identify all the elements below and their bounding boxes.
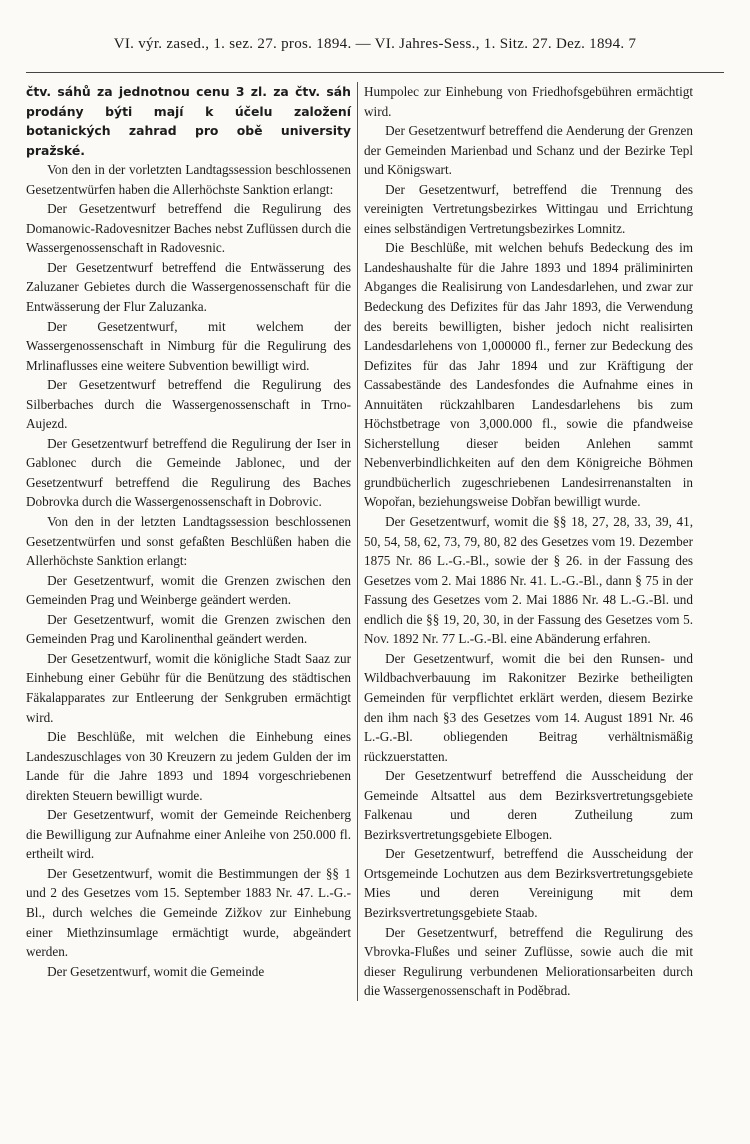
paragraph: Der Gesetzentwurf, mit welchem der Wassergenossenschaft in Nimburg für die Regulirung des Mrlinaflusses eine weitere Subvention bewilligt wird. (26, 318, 351, 373)
header-czech: VI. výr. zased., 1. sez. 27. pros. 1894. (113, 36, 352, 52)
paragraph: Der Gesetzentwurf betreffend die Regulirung des Domanowic-Radovesnitzer Baches nebst Zuflüssen durch die Wassergenossenschaft in Radovesnic. (26, 201, 351, 256)
paragraph: Von den in der vorletzten Landtagssession beschlossenen Gesetzentwürfen haben die Allerhöchste Sanktion erlangt: (26, 162, 351, 197)
paragraph: Der Gesetzentwurf, betreffend die Trennung des vereinigten Vertretungsbezirkes Wittingau und Errichtung eines selbständigen Vertretungsbezirkes Lomnitz. (364, 181, 693, 236)
page-number: 7 (628, 36, 637, 52)
paragraph: Der Gesetzentwurf, betreffend die Regulirung des Vbrovka-Flußes und seiner Zuflüsse, sowie auch die mit dieser Regulirung verbundenen Meliorationsarbeiten durch die Wassergenossenschaft in Poděbrad. (364, 924, 693, 999)
paragraph: Humpolec zur Einhebung von Friedhofsgebühren ermächtigt wird. (364, 84, 693, 119)
paragraph: Der Gesetzentwurf, womit die §§ 18, 27, 28, 33, 39, 41, 50, 54, 58, 62, 73, 79, 80, 82 des Gesetzes vom 19. Dezember 1875 Nr. 86 L.-G.-Bl., sowie der § 26. in der Fassung des Gesetzes vom 2. Mai 1886 Nr. 41. L.-G.-Bl., dann § 75 in der Fassung des Gesetzes vom 2. Mai 1886 Nr. 48 L.-G.-Bl. und endlich die §§ 19, 20, 30, in der Fassung des Gesetzes vom 5. Nov. 1892 Nr. 77 L.-G.-Bl. eine Abänderung erfahren. (364, 514, 693, 647)
header-rule (26, 72, 724, 73)
paragraph: čtv. sáhů za jednotnou cenu 3 zl. za čtv. sáh prodány býti mají k účelu založení botanických zahrad pro obě university pražské. (26, 84, 351, 158)
paragraph: Der Gesetzentwurf betreffend die Regulirung der Iser in Gablonec durch die Gemeinde Jablonec, und der Gesetzentwurf betreffend die Regulirung des Baches Dobrovka durch die Wassergenossenschaft in Dobrovic. (26, 435, 351, 510)
paragraph: Der Gesetzentwurf, womit die bei den Runsen- und Wildbachverbauung im Rakonitzer Bezirke betheiligten Gemeinden für verpflichtet erklärt werden, diesem Bezirke den ihm nach §3 des Gesetzes vom 14. August 1891 Nr. 46 L.-G.-Bl. obliegenden Beitrag verhältnismäßig rückzuerstatten. (364, 650, 693, 764)
header-separator: — (355, 36, 371, 52)
paragraph: Der Gesetzentwurf, womit die königliche Stadt Saaz zur Einhebung einer Gebühr für die Benützung des städtischen Fäkalapparates zur Entleerung der Senkgruben ermächtigt wird. (26, 650, 351, 725)
paragraph: Der Gesetzentwurf betreffend die Aenderung der Grenzen der Gemeinden Marienbad und Schanz und der Bezirke Tepl und Königswart. (364, 123, 693, 178)
paragraph: Der Gesetzentwurf betreffend die Entwässerung des Zaluzaner Gebietes durch die Wassergenossenschaft für die Entwässerung der Flur Zaluzanka. (26, 259, 351, 315)
right-column (357, 82, 693, 1001)
paragraph: Die Beschlüße, mit welchen behufs Bedeckung des im Landeshaushalte für die Jahre 1893 und 1894 präliminirten Abganges die Realisirung von Landesdarlehen, und zwar zur Bedeckung des Defizites für das Jahr 1893, die Verwendung des bereits bewilligten, bisher jedoch nicht realisirten Landesdarlehens von 1,000000 fl., ferner zur Bedeckung des Defizites für das Jahr 1894 und zur Kräftigung der Cassabestände des Landesfondes die Aufnahme eines in Annuitäten rückzahlbaren Landesdarlehens bis zum Höchstbetrage von 3,000.000 fl., sowie die pfandweise Sicherstellung dieser beiden Anlehen sammt Nebenverbindlichkeiten auf den dem Königreiche Böhmen grundbücherlich zugeschriebenen Landesirrenanstalten in Wopořan, beziehungsweise Dobřan bewilligt wurde. (364, 240, 693, 510)
paragraph: Der Gesetzentwurf, womit die Bestimmungen der §§ 1 und 2 des Gesetzes vom 15. September 1883 Nr. 47. L.-G.-Bl., durch welches die Gemeinde Zižkov zur Einhebung einer Miethzinsumlage ermächtigt wurde, abgeändert werden. (26, 865, 351, 960)
paragraph: Der Gesetzentwurf betreffend die Regulirung des Silberbaches durch die Wassergenossenschaft in Trno-Aujezd. (26, 377, 351, 432)
paragraph: Der Gesetzentwurf, womit der Gemeinde Reichenberg die Bewilligung zur Aufnahme einer Anleihe von 250.000 fl. ertheilt wird. (26, 807, 351, 862)
paragraph: Die Beschlüße, mit welchen die Einhebung eines Landeszuschlages von 30 Kreuzern zu jedem Gulden der im Lande für die Jahre 1893 und 1894 vorgeschriebenen direkten Steuern bewilligt wurde. (26, 729, 351, 803)
paragraph: Der Gesetzentwurf, womit die Gemeinde (47, 963, 265, 979)
paragraph: Der Gesetzentwurf, womit die Grenzen zwischen den Gemeinden Prag und Weinberge geändert werden. (26, 572, 351, 608)
paragraph: Der Gesetzentwurf, betreffend die Ausscheidung der Ortsgemeinde Lochutzen aus dem Bezirksvertretungsgebiete Mies und deren Vereinigung mit dem Bezirksvertretungsgebiete Staab. (364, 846, 693, 920)
page-header (30, 36, 720, 53)
left-column (26, 82, 351, 981)
paragraph: Der Gesetzentwurf, womit die Grenzen zwischen den Gemeinden Prag und Karolinenthal geändert werden. (26, 611, 351, 647)
paragraph: Von den in der letzten Landtagssession beschlossenen Gesetzentwürfen und sonst gefaßten Beschlüßen haben die Allerhöchste Sanktion erlangt: (26, 514, 351, 569)
header-german: VI. Jahres-Sess., 1. Sitz. 27. Dez. 1894. (374, 36, 625, 52)
paragraph: Der Gesetzentwurf betreffend die Ausscheidung der Gemeinde Altsattel aus dem Bezirksvertretungsgebiete Falkenau und deren Zutheilung zum Bezirksvertretungsgebiete Elbogen. (364, 768, 693, 842)
